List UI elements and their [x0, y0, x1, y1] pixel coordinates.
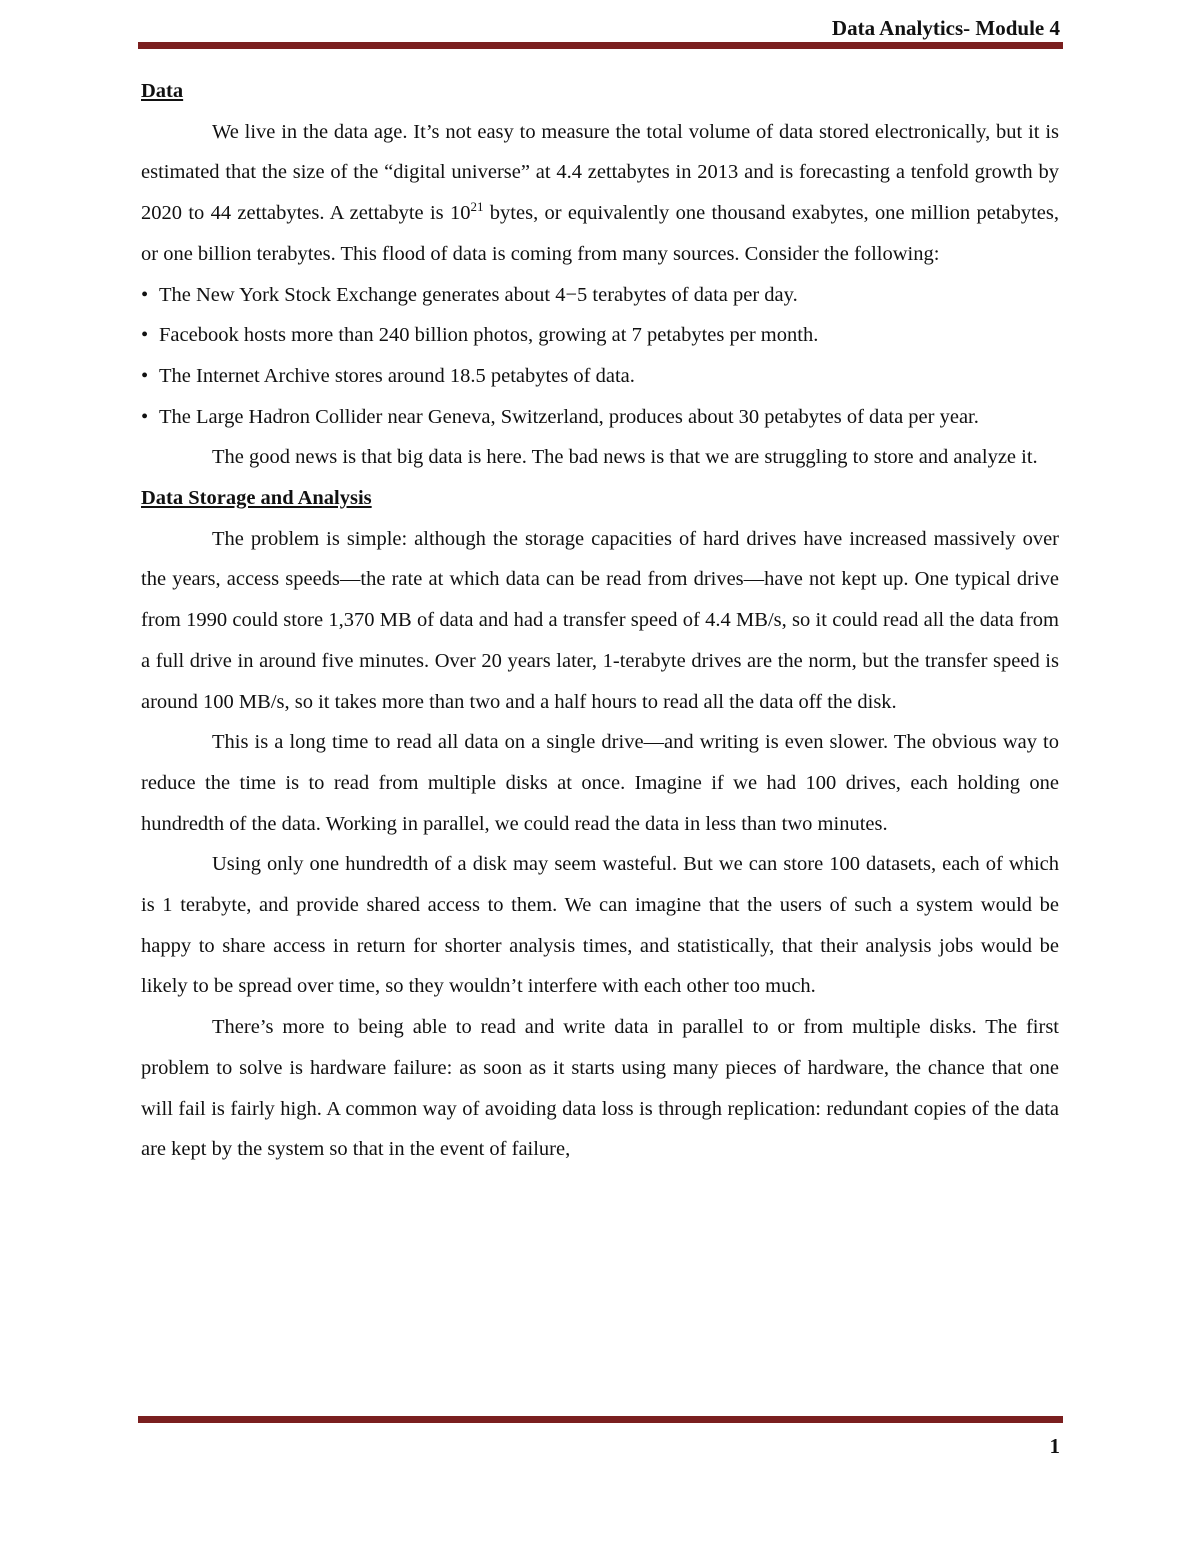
list-item-text: The Internet Archive stores around 18.5 petabytes of data.	[159, 364, 635, 387]
bullet-icon: •	[141, 364, 149, 387]
paragraph-big-data: The good news is that big data is here. The bad news is that we are struggling to store and analyze it.	[212, 446, 1038, 469]
list-item-text: The Large Hadron Collider near Geneva, Switzerland, produces about 30 petabytes of data per year.	[159, 405, 979, 428]
bullet-icon: •	[141, 405, 149, 428]
paragraph-intro-text-a: We live in the data age. It’s not easy to measure the total volume of data stored electronically, but it is estimated that the size of the “digital universe” at 4.4 zettabytes in 2013 and is forecasting a tenfold growth by 2020 to 44 zettabytes. A zettabyte is 10	[141, 120, 1059, 225]
data-sources-list	[141, 275, 1059, 438]
page-number: 1	[1049, 1434, 1060, 1458]
paragraph-intro-text-b: bytes, or equivalently one thousand exabytes, one million petabytes, or one billion terabytes. This flood of data is coming from many sources. Consider the following:	[141, 202, 1060, 265]
list-item	[141, 397, 1059, 438]
paragraph-storage-2: This is a long time to read all data on a single drive—and writing is even slower. The obvious way to reduce the time is to read from multiple disks at once. Imagine if we had 100 drives, each holding one hundredth of the data. Working in parallel, we could read the data in less than two minutes.	[141, 731, 1059, 835]
list-item	[141, 275, 1059, 316]
section-heading-storage: Data Storage and Analysis	[141, 487, 372, 510]
list-item-text: The New York Stock Exchange generates about 4−5 terabytes of data per day.	[159, 283, 798, 306]
bullet-icon: •	[141, 324, 149, 347]
exponent: 21	[470, 199, 484, 215]
paragraph-intro	[141, 112, 1059, 275]
paragraph-storage-3: Using only one hundredth of a disk may seem wasteful. But we can store 100 datasets, each of which is 1 terabyte, and provide shared access to them. We can imagine that the users of such a system would be happy to share access in return for shorter analysis times, and statistically, that their analysis jobs would be likely to be spread over time, so they wouldn’t interfere with each other too much.	[141, 853, 1059, 998]
page-content	[141, 71, 1059, 1170]
header-divider	[138, 42, 1063, 49]
bullet-icon: •	[141, 283, 149, 306]
list-item-text: Facebook hosts more than 240 billion photos, growing at 7 petabytes per month.	[159, 324, 819, 347]
footer-divider	[138, 1416, 1063, 1423]
paragraph-storage-1: The problem is simple: although the storage capacities of hard drives have increased massively over the years, access speeds—the rate at which data can be read from drives—have not kept up. One typical drive from 1990 could store 1,370 MB of data and had a transfer speed of 4.4 MB/s, so it could read all the data from a full drive in around five minutes. Over 20 years later, 1-terabyte drives are the norm, but the transfer speed is around 100 MB/s, so it takes more than two and a half hours to read all the data off the disk.	[141, 527, 1059, 713]
section-heading-data: Data	[141, 80, 184, 102]
header-title: Data Analytics- Module 4	[831, 16, 1060, 40]
paragraph-storage-4: There’s more to being able to read and write data in parallel to or from multiple disks. The first problem to solve is hardware failure: as soon as it starts using many pieces of hardware, the chance that one will fail is fairly high. A common way of avoiding data loss is through replication: redundant copies of the data are kept by the system so that in the event of failure,	[141, 1016, 1059, 1161]
list-item	[141, 315, 1059, 356]
list-item	[141, 356, 1059, 397]
